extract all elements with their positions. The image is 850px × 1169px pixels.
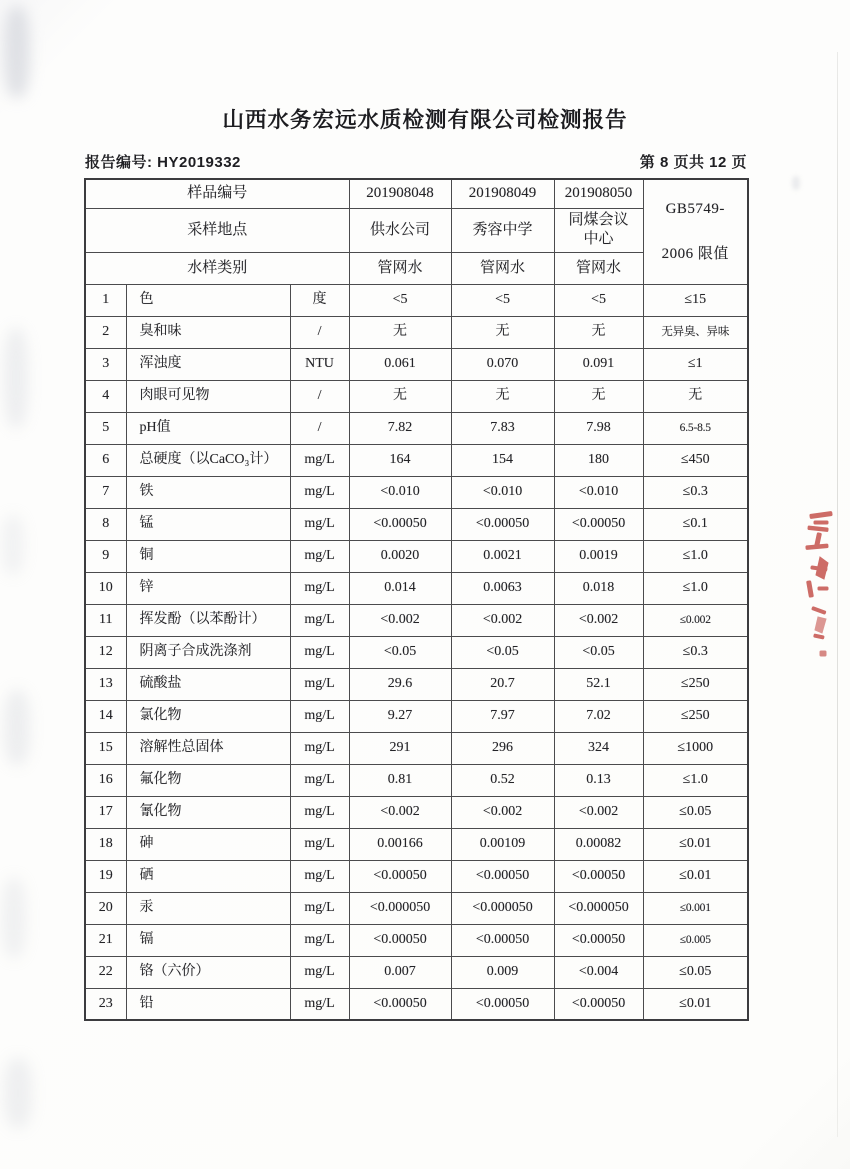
sample-2-value: <0.00050	[451, 860, 554, 892]
limit-value: ≤1000	[643, 732, 748, 764]
page-indicator: 第 8 页共 12 页	[639, 154, 747, 171]
row-number: 9	[85, 540, 126, 572]
sample-2-value: 0.0021	[451, 540, 554, 572]
scan-smudge	[4, 6, 30, 98]
sample-1-value: 0.014	[349, 572, 451, 604]
sample-1-value: <0.002	[349, 796, 451, 828]
sample-2-value: 无	[451, 380, 554, 412]
unit: mg/L	[290, 924, 349, 956]
limit-value: 6.5-8.5	[643, 412, 748, 444]
limit-value: ≤0.002	[643, 604, 748, 636]
limit-value: ≤0.005	[643, 924, 748, 956]
row-number: 1	[85, 284, 126, 316]
table-row	[85, 476, 748, 508]
limit-value: ≤0.01	[643, 988, 748, 1020]
water-type: 管网水	[451, 252, 554, 284]
sample-2-value: <0.00050	[451, 988, 554, 1020]
row-number: 14	[85, 700, 126, 732]
red-seal-fragment-icon	[794, 505, 842, 670]
table-row	[85, 732, 748, 764]
sample-3-value: <0.010	[554, 476, 643, 508]
sample-2-value: <0.002	[451, 604, 554, 636]
sample-2-value: 0.0063	[451, 572, 554, 604]
unit: mg/L	[290, 636, 349, 668]
sample-3-value: 0.091	[554, 348, 643, 380]
sample-1-value: 164	[349, 444, 451, 476]
sample-1-value: 0.0020	[349, 540, 451, 572]
sample-3-value: 0.00082	[554, 828, 643, 860]
table-row	[85, 572, 748, 604]
limit-value: ≤1.0	[643, 540, 748, 572]
param-name: 氰化物	[126, 796, 290, 828]
page-title: 山西水务宏远水质检测有限公司检测报告	[222, 108, 628, 132]
param-name: 挥发酚（以苯酚计）	[126, 604, 290, 636]
table-row	[85, 412, 748, 444]
unit: mg/L	[290, 764, 349, 796]
param-name: 铜	[126, 540, 290, 572]
unit: /	[290, 380, 349, 412]
sample-2-value: 0.52	[451, 764, 554, 796]
report-number: 报告编号: HY2019332	[85, 154, 241, 171]
sample-1-value: 无	[349, 316, 451, 348]
param-name: 氟化物	[126, 764, 290, 796]
sample-3-value: <5	[554, 284, 643, 316]
unit: mg/L	[290, 444, 349, 476]
row-number: 6	[85, 444, 126, 476]
scan-edge-line	[837, 52, 838, 1137]
row-number: 11	[85, 604, 126, 636]
row-number: 21	[85, 924, 126, 956]
param-name: 色	[126, 284, 290, 316]
water-type: 管网水	[554, 252, 643, 284]
sample-id: 201908049	[451, 179, 554, 208]
sample-1-value: <0.010	[349, 476, 451, 508]
limit-header-line2: 2006 限值	[661, 245, 729, 262]
sample-1-value: <0.000050	[349, 892, 451, 924]
unit: mg/L	[290, 700, 349, 732]
sample-1-value: 0.00166	[349, 828, 451, 860]
water-type: 管网水	[349, 252, 451, 284]
sample-1-value: <5	[349, 284, 451, 316]
sample-2-value: 0.009	[451, 956, 554, 988]
unit: mg/L	[290, 476, 349, 508]
unit: mg/L	[290, 540, 349, 572]
table-row	[85, 636, 748, 668]
sample-3-value: 0.13	[554, 764, 643, 796]
results-table-header	[85, 179, 748, 284]
row-number: 8	[85, 508, 126, 540]
limit-value: ≤0.05	[643, 956, 748, 988]
limit-value: ≤15	[643, 284, 748, 316]
param-name: 砷	[126, 828, 290, 860]
sample-3-value: <0.002	[554, 604, 643, 636]
table-row	[85, 540, 748, 572]
sample-2-value: <0.010	[451, 476, 554, 508]
scan-smudge	[4, 1058, 32, 1128]
param-name: 硒	[126, 860, 290, 892]
sample-2-value: 无	[451, 316, 554, 348]
sample-2-value: 7.83	[451, 412, 554, 444]
sample-1-value: 0.007	[349, 956, 451, 988]
sample-2-value: 7.97	[451, 700, 554, 732]
limit-value: ≤250	[643, 700, 748, 732]
table-row	[85, 764, 748, 796]
sample-3-value: <0.00050	[554, 924, 643, 956]
row-number: 2	[85, 316, 126, 348]
unit: /	[290, 316, 349, 348]
sample-1-value: 0.81	[349, 764, 451, 796]
limit-value: ≤0.001	[643, 892, 748, 924]
table-row	[85, 668, 748, 700]
row-number: 12	[85, 636, 126, 668]
sample-2-value: <0.000050	[451, 892, 554, 924]
sample-id-label: 样品编号	[85, 179, 349, 208]
limit-value: ≤450	[643, 444, 748, 476]
table-row	[85, 444, 748, 476]
sample-3-value: 0.018	[554, 572, 643, 604]
location: 同煤会议中心	[554, 208, 643, 252]
sample-3-value: <0.00050	[554, 508, 643, 540]
row-number: 20	[85, 892, 126, 924]
param-name: 溶解性总固体	[126, 732, 290, 764]
row-number: 18	[85, 828, 126, 860]
sample-3-value: 无	[554, 380, 643, 412]
sample-1-value: 7.82	[349, 412, 451, 444]
table-row	[85, 956, 748, 988]
limit-value: 无	[643, 380, 748, 412]
unit: mg/L	[290, 572, 349, 604]
row-number: 16	[85, 764, 126, 796]
param-name: 铁	[126, 476, 290, 508]
limit-value: ≤0.01	[643, 828, 748, 860]
sample-2-value: <0.00050	[451, 508, 554, 540]
row-number: 4	[85, 380, 126, 412]
limit-value: ≤1.0	[643, 572, 748, 604]
type-label: 水样类别	[85, 252, 349, 284]
scan-smudge	[4, 328, 28, 428]
scan-smudge	[4, 690, 30, 765]
row-number: 17	[85, 796, 126, 828]
limit-value: 无异臭、异味	[643, 316, 748, 348]
results-table-body	[85, 284, 748, 1020]
sample-1-value: 0.061	[349, 348, 451, 380]
sample-1-value: <0.00050	[349, 508, 451, 540]
sample-2-value: <0.002	[451, 796, 554, 828]
sample-2-value: <0.05	[451, 636, 554, 668]
param-name: 硫酸盐	[126, 668, 290, 700]
unit: mg/L	[290, 604, 349, 636]
sample-1-value: <0.002	[349, 604, 451, 636]
scan-smudge	[2, 878, 26, 958]
sample-3-value: <0.05	[554, 636, 643, 668]
limit-value: ≤250	[643, 668, 748, 700]
sample-3-value: 52.1	[554, 668, 643, 700]
sample-1-value: 9.27	[349, 700, 451, 732]
table-row	[85, 860, 748, 892]
location-label: 采样地点	[85, 208, 349, 252]
header-row-sample-id	[85, 179, 748, 208]
unit: /	[290, 412, 349, 444]
unit: NTU	[290, 348, 349, 380]
table-row	[85, 828, 748, 860]
sample-2-value: 20.7	[451, 668, 554, 700]
sample-1-value: 291	[349, 732, 451, 764]
param-name: 总硬度（以CaCO₃计）	[126, 444, 290, 476]
sample-1-value: 无	[349, 380, 451, 412]
sample-1-value: <0.00050	[349, 924, 451, 956]
param-name: pH值	[126, 412, 290, 444]
limit-column-header	[643, 179, 748, 284]
sample-3-value: <0.00050	[554, 988, 643, 1020]
row-number: 5	[85, 412, 126, 444]
sample-2-value: <5	[451, 284, 554, 316]
location: 秀容中学	[451, 208, 554, 252]
sample-1-value: 29.6	[349, 668, 451, 700]
row-number: 22	[85, 956, 126, 988]
sample-2-value: 0.070	[451, 348, 554, 380]
unit: mg/L	[290, 892, 349, 924]
sample-1-value: <0.05	[349, 636, 451, 668]
sample-2-value: 296	[451, 732, 554, 764]
unit: mg/L	[290, 732, 349, 764]
table-row	[85, 700, 748, 732]
sample-3-value: <0.004	[554, 956, 643, 988]
param-name: 锰	[126, 508, 290, 540]
row-number: 7	[85, 476, 126, 508]
unit: 度	[290, 284, 349, 316]
table-row	[85, 796, 748, 828]
sample-id: 201908048	[349, 179, 451, 208]
sample-3-value: 7.02	[554, 700, 643, 732]
sample-3-value: 180	[554, 444, 643, 476]
sample-2-value: 0.00109	[451, 828, 554, 860]
param-name: 锌	[126, 572, 290, 604]
table-row	[85, 988, 748, 1020]
sample-3-value: 无	[554, 316, 643, 348]
sample-3-value: 324	[554, 732, 643, 764]
param-name: 氯化物	[126, 700, 290, 732]
sample-3-value: <0.002	[554, 796, 643, 828]
location: 供水公司	[349, 208, 451, 252]
table-row	[85, 316, 748, 348]
param-name: 浑浊度	[126, 348, 290, 380]
row-number: 13	[85, 668, 126, 700]
param-name: 铬（六价）	[126, 956, 290, 988]
unit: mg/L	[290, 668, 349, 700]
limit-value: ≤1.0	[643, 764, 748, 796]
report-meta	[85, 151, 747, 172]
sample-1-value: <0.00050	[349, 988, 451, 1020]
param-name: 镉	[126, 924, 290, 956]
limit-value: ≤1	[643, 348, 748, 380]
sample-2-value: <0.00050	[451, 924, 554, 956]
sample-3-value: 0.0019	[554, 540, 643, 572]
table-row	[85, 380, 748, 412]
table-row	[85, 508, 748, 540]
row-number: 23	[85, 988, 126, 1020]
table-row	[85, 348, 748, 380]
row-number: 3	[85, 348, 126, 380]
sample-2-value: 154	[451, 444, 554, 476]
param-name: 铅	[126, 988, 290, 1020]
results-table	[84, 178, 749, 1021]
sample-id: 201908050	[554, 179, 643, 208]
limit-value: ≤0.1	[643, 508, 748, 540]
param-name: 肉眼可见物	[126, 380, 290, 412]
param-name: 臭和味	[126, 316, 290, 348]
unit: mg/L	[290, 508, 349, 540]
unit: mg/L	[290, 956, 349, 988]
sample-3-value: <0.00050	[554, 860, 643, 892]
scan-smudge	[792, 176, 800, 190]
row-number: 10	[85, 572, 126, 604]
scan-smudge	[2, 515, 24, 575]
table-row	[85, 924, 748, 956]
unit: mg/L	[290, 860, 349, 892]
table-row	[85, 892, 748, 924]
sample-3-value: 7.98	[554, 412, 643, 444]
unit: mg/L	[290, 796, 349, 828]
limit-value: ≤0.3	[643, 476, 748, 508]
sample-3-value: <0.000050	[554, 892, 643, 924]
sample-1-value: <0.00050	[349, 860, 451, 892]
param-name: 汞	[126, 892, 290, 924]
limit-value: ≤0.3	[643, 636, 748, 668]
unit: mg/L	[290, 828, 349, 860]
table-row	[85, 284, 748, 316]
row-number: 19	[85, 860, 126, 892]
table-row	[85, 604, 748, 636]
limit-value: ≤0.01	[643, 860, 748, 892]
param-name: 阴离子合成洗涤剂	[126, 636, 290, 668]
limit-header-line1: GB5749-	[665, 201, 725, 217]
limit-value: ≤0.05	[643, 796, 748, 828]
unit: mg/L	[290, 988, 349, 1020]
row-number: 15	[85, 732, 126, 764]
